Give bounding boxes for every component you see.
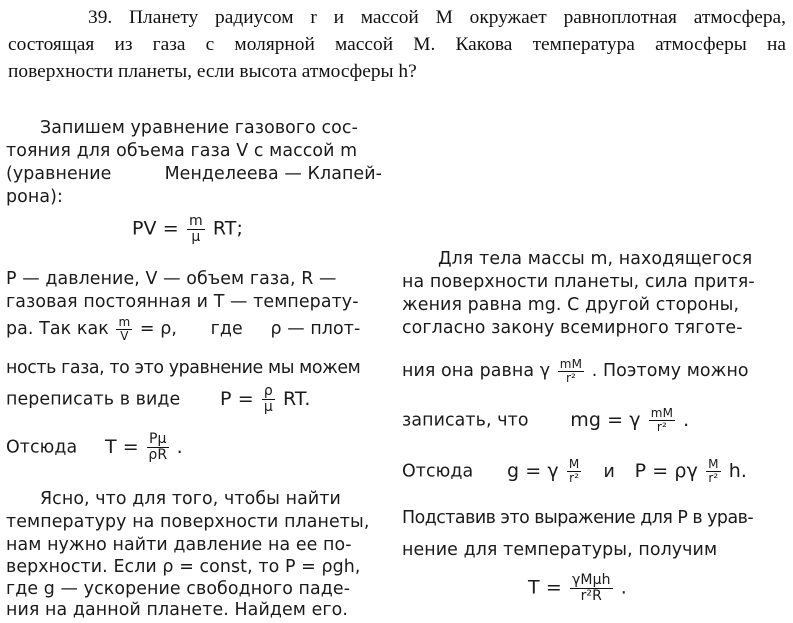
equation-lhs: T = — [528, 576, 562, 599]
text-fragment: записать, что — [402, 410, 529, 431]
left-text-line: рона): — [6, 187, 63, 207]
equation-lhs: mg = γ — [570, 408, 641, 431]
left-text-line: ния на данной планете. Найдем его. — [6, 600, 349, 620]
fraction — [567, 458, 581, 484]
numerator: mM — [559, 357, 583, 371]
equation-rhs: RT; — [212, 217, 243, 240]
numerator: m — [118, 315, 131, 329]
right-text-line: Для тела массы m, находящегося — [438, 249, 753, 269]
equation-end: . — [683, 408, 690, 431]
text-fragment: ра. Так как — [6, 319, 109, 340]
equation-lhs: PV = — [132, 217, 179, 240]
right-text-line: на поверхности планеты, сила притя- — [402, 272, 755, 292]
left-text-line: Запишем уравнение газового сос- — [40, 118, 358, 138]
left-text-line: Ясно, что для того, чтобы найти — [40, 489, 341, 509]
numerator: Pμ — [148, 431, 167, 447]
denominator: r² — [656, 419, 667, 434]
right-text-line: жения равна mg. С другой стороны, — [402, 295, 740, 315]
fraction — [116, 316, 132, 342]
denominator: r² — [565, 370, 576, 385]
text-fragment: где — [210, 319, 243, 340]
equation-lhs: T = — [104, 435, 139, 458]
equation-rhs: RT. — [283, 387, 311, 410]
fraction — [558, 358, 584, 384]
equation-lhs: P = — [220, 387, 254, 410]
numerator: ρ — [263, 383, 273, 399]
numerator: mM — [650, 406, 674, 420]
numerator: γMμh — [572, 572, 611, 588]
equation-gravity-force — [570, 406, 690, 434]
equation-end: . — [176, 435, 183, 458]
numerator: M — [568, 457, 580, 471]
right-text-line: Подставив это выражение для P в урав- — [402, 508, 754, 528]
equation-ideal-gas — [132, 214, 243, 244]
equation-final — [528, 573, 627, 603]
fraction — [706, 458, 720, 484]
left-text-line: температуру на поверхности планеты, — [6, 512, 370, 532]
text-fragment: Отсюда — [6, 437, 78, 458]
left-text-line: верхности. Если ρ = const, то P = ρgh, — [6, 557, 361, 577]
fraction — [147, 432, 169, 462]
denominator: r²R — [580, 587, 602, 604]
left-text-line — [6, 164, 382, 184]
fraction — [570, 573, 613, 603]
text-fragment: переписать в виде — [6, 389, 181, 410]
left-text-line: где g — ускорение свободного паде- — [6, 579, 351, 599]
denominator: r² — [708, 470, 719, 485]
right-text-line — [402, 458, 747, 484]
left-text-line: P — давление, V — объем газа, R — — [6, 269, 337, 289]
fraction — [187, 214, 205, 244]
denominator: r² — [569, 470, 580, 485]
text-fragment: и — [603, 461, 615, 482]
right-column — [400, 0, 793, 623]
left-text-line: ность газа, то это уравнение мы можем — [6, 358, 361, 378]
numerator: M — [708, 457, 719, 471]
text-fragment: ния она равна γ — [402, 361, 551, 382]
denominator: μ — [191, 228, 201, 245]
text-fragment: Менделеева — Клапей- — [164, 164, 382, 184]
text-fragment: (уравнение — [6, 164, 112, 184]
fraction — [649, 407, 675, 433]
fraction — [262, 384, 275, 414]
equation-g — [506, 457, 590, 485]
equation-temperature — [104, 431, 183, 463]
denominator: V — [120, 328, 129, 343]
denominator: μ — [263, 398, 273, 415]
problem-line-2: состоящая из газа с молярной массой M. Какова температура атмосферы на — [8, 34, 786, 55]
equation-lhs: g = γ — [506, 459, 559, 482]
problem-line-1: 39. Планету радиусом r и массой M окружает равноплотная атмосфера, — [88, 7, 786, 28]
equation-end: . — [620, 576, 627, 599]
left-text-line: тояния для объема газа V с массой m — [6, 141, 358, 161]
numerator: m — [188, 213, 203, 229]
text-fragment: ρ — плот- — [270, 319, 361, 340]
equation-pressure-surface — [634, 457, 747, 485]
equation-lhs: P = ργ — [634, 459, 698, 482]
left-text-line — [6, 316, 360, 342]
left-text-line: нам нужно найти давление на ее по- — [6, 535, 352, 555]
right-text-line: согласно закону всемирного тяготе- — [402, 318, 743, 338]
problem-line-3: поверхности планеты, если высота атмосферы h? — [8, 61, 417, 82]
denominator: ρR — [148, 446, 168, 463]
right-text-line: нение для температуры, получим — [402, 540, 718, 560]
equation-rhs: h. — [728, 459, 747, 482]
right-text-line — [402, 358, 749, 384]
text-fragment: . Поэтому можно — [591, 361, 749, 382]
text-fragment: = ρ, — [139, 319, 177, 340]
left-text-line — [6, 432, 183, 462]
text-fragment: Отсюда — [402, 461, 474, 482]
right-text-line — [402, 407, 689, 433]
equation-pressure — [220, 383, 311, 415]
left-text-line — [6, 384, 311, 414]
left-text-line: газовая постоянная и T — температу- — [6, 292, 359, 312]
